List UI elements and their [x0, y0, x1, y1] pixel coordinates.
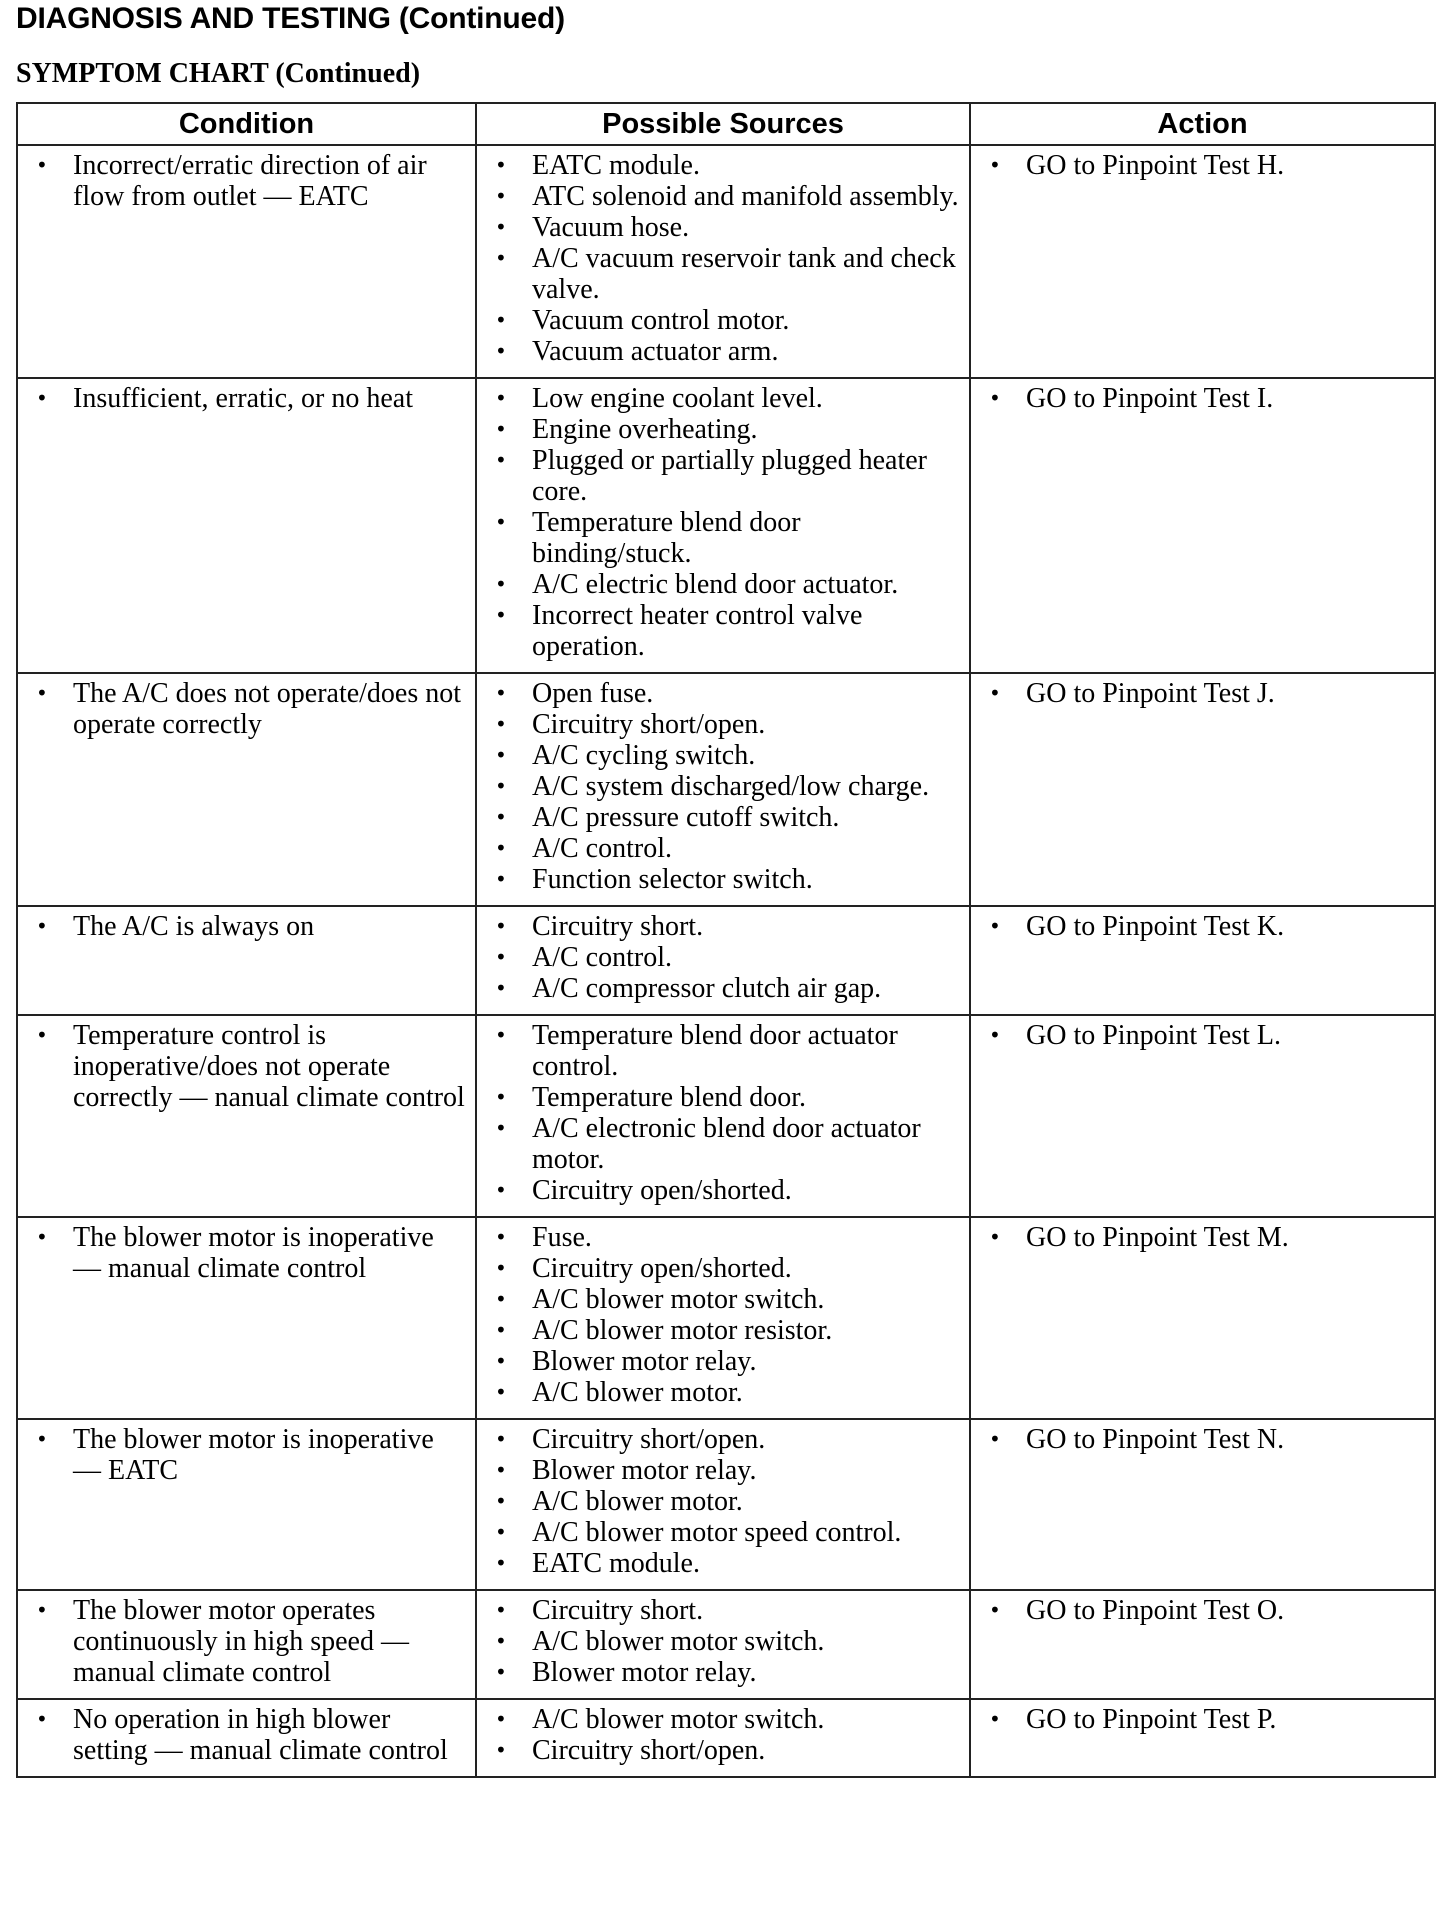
possible-source-item: • Incorrect heater control valve operation.	[485, 600, 961, 662]
action-cell	[970, 1217, 1435, 1419]
condition-text: • Temperature control is inoperative/does not operate correctly — nanual climate control	[26, 1020, 467, 1113]
column-header-possible-sources: Possible Sources	[476, 103, 970, 145]
action-text: • GO to Pinpoint Test H.	[979, 150, 1426, 181]
possible-source-item: • EATC module.	[485, 150, 961, 181]
symptom-chart-table	[16, 102, 1436, 1778]
bullet-list	[979, 678, 1426, 709]
possible-sources-cell	[476, 1015, 970, 1217]
action-text: • GO to Pinpoint Test N.	[979, 1424, 1426, 1455]
action-cell	[970, 1419, 1435, 1590]
action-cell	[970, 378, 1435, 673]
bullet-list	[979, 1222, 1426, 1253]
bullet-list	[26, 150, 467, 212]
bullet-list	[979, 1020, 1426, 1051]
condition-cell	[17, 1699, 476, 1777]
possible-source-item: • Temperature blend door actuator control.	[485, 1020, 961, 1082]
possible-source-item: • Vacuum actuator arm.	[485, 336, 961, 367]
table-row	[17, 1217, 1435, 1419]
bullet-list	[979, 1704, 1426, 1735]
bullet-list	[979, 1424, 1426, 1455]
possible-sources-cell	[476, 1590, 970, 1699]
condition-text: • Insufficient, erratic, or no heat	[26, 383, 467, 414]
possible-source-item: • A/C control.	[485, 833, 961, 864]
column-header-condition: Condition	[17, 103, 476, 145]
action-text: • GO to Pinpoint Test M.	[979, 1222, 1426, 1253]
condition-cell	[17, 906, 476, 1015]
possible-sources-cell	[476, 673, 970, 906]
possible-source-item: • Low engine coolant level.	[485, 383, 961, 414]
bullet-list	[485, 150, 961, 367]
condition-text: • The A/C does not operate/does not operate correctly	[26, 678, 467, 740]
possible-source-item: • A/C blower motor speed control.	[485, 1517, 961, 1548]
chart-heading: SYMPTOM CHART (Continued)	[16, 58, 421, 89]
table-body	[17, 145, 1435, 1777]
possible-source-item: • Open fuse.	[485, 678, 961, 709]
possible-source-item: • Circuitry short.	[485, 1595, 961, 1626]
possible-source-item: • Plugged or partially plugged heater core.	[485, 445, 961, 507]
bullet-list	[485, 383, 961, 662]
condition-cell	[17, 1590, 476, 1699]
possible-source-item: • Blower motor relay.	[485, 1455, 961, 1486]
bullet-list	[979, 383, 1426, 414]
possible-source-item: • Circuitry short/open.	[485, 1424, 961, 1455]
bullet-list	[485, 1222, 961, 1408]
bullet-list	[26, 1704, 467, 1766]
bullet-list	[485, 1020, 961, 1206]
bullet-list	[26, 1222, 467, 1284]
condition-text: • Incorrect/erratic direction of air flow from outlet — EATC	[26, 150, 467, 212]
bullet-list	[485, 678, 961, 895]
action-cell	[970, 1699, 1435, 1777]
possible-source-item: • A/C blower motor.	[485, 1486, 961, 1517]
table-row	[17, 906, 1435, 1015]
table-row	[17, 1015, 1435, 1217]
possible-source-item: • Blower motor relay.	[485, 1657, 961, 1688]
possible-source-item: • A/C compressor clutch air gap.	[485, 973, 961, 1004]
possible-source-item: • A/C blower motor switch.	[485, 1626, 961, 1657]
possible-source-item: • A/C vacuum reservoir tank and check valve.	[485, 243, 961, 305]
possible-source-item: • A/C blower motor switch.	[485, 1704, 961, 1735]
bullet-list	[26, 1424, 467, 1486]
action-text: • GO to Pinpoint Test L.	[979, 1020, 1426, 1051]
possible-source-item: • Circuitry open/shorted.	[485, 1175, 961, 1206]
possible-source-item: • Circuitry open/shorted.	[485, 1253, 961, 1284]
bullet-list	[485, 1704, 961, 1766]
table-row	[17, 1699, 1435, 1777]
possible-sources-cell	[476, 1419, 970, 1590]
possible-source-item: • EATC module.	[485, 1548, 961, 1579]
possible-source-item: • ATC solenoid and manifold assembly.	[485, 181, 961, 212]
bullet-list	[26, 678, 467, 740]
condition-cell	[17, 673, 476, 906]
possible-source-item: • A/C electronic blend door actuator motor.	[485, 1113, 961, 1175]
possible-source-item: • Vacuum control motor.	[485, 305, 961, 336]
page-heading: DIAGNOSIS AND TESTING (Continued)	[16, 2, 565, 35]
action-cell	[970, 673, 1435, 906]
possible-source-item: • Fuse.	[485, 1222, 961, 1253]
possible-sources-cell	[476, 378, 970, 673]
condition-text: • No operation in high blower setting — manual climate control	[26, 1704, 467, 1766]
bullet-list	[979, 1595, 1426, 1626]
possible-sources-cell	[476, 1699, 970, 1777]
action-cell	[970, 1590, 1435, 1699]
bullet-list	[979, 150, 1426, 181]
possible-sources-cell	[476, 145, 970, 378]
bullet-list	[26, 383, 467, 414]
condition-text: • The blower motor is inoperative — manual climate control	[26, 1222, 467, 1284]
bullet-list	[979, 911, 1426, 942]
action-cell	[970, 1015, 1435, 1217]
condition-cell	[17, 1217, 476, 1419]
table-row	[17, 673, 1435, 906]
condition-cell	[17, 1015, 476, 1217]
possible-source-item: • Temperature blend door binding/stuck.	[485, 507, 961, 569]
action-cell	[970, 145, 1435, 378]
possible-sources-cell	[476, 906, 970, 1015]
action-text: • GO to Pinpoint Test O.	[979, 1595, 1426, 1626]
bullet-list	[26, 911, 467, 942]
possible-source-item: • A/C blower motor resistor.	[485, 1315, 961, 1346]
possible-source-item: • A/C electric blend door actuator.	[485, 569, 961, 600]
action-text: • GO to Pinpoint Test P.	[979, 1704, 1426, 1735]
possible-source-item: • Circuitry short.	[485, 911, 961, 942]
action-text: • GO to Pinpoint Test K.	[979, 911, 1426, 942]
table-row	[17, 1590, 1435, 1699]
table-row	[17, 378, 1435, 673]
possible-sources-cell	[476, 1217, 970, 1419]
bullet-list	[26, 1020, 467, 1113]
table-row	[17, 145, 1435, 378]
condition-text: • The blower motor operates continuously in high speed — manual climate control	[26, 1595, 467, 1688]
bullet-list	[485, 1595, 961, 1688]
possible-source-item: • A/C pressure cutoff switch.	[485, 802, 961, 833]
possible-source-item: • Blower motor relay.	[485, 1346, 961, 1377]
table-row	[17, 1419, 1435, 1590]
table-header-row	[17, 103, 1435, 145]
bullet-list	[485, 1424, 961, 1579]
column-header-action: Action	[970, 103, 1435, 145]
condition-cell	[17, 145, 476, 378]
possible-source-item: • A/C blower motor.	[485, 1377, 961, 1408]
action-cell	[970, 906, 1435, 1015]
possible-source-item: • Circuitry short/open.	[485, 1735, 961, 1766]
condition-cell	[17, 378, 476, 673]
possible-source-item: • A/C control.	[485, 942, 961, 973]
possible-source-item: • A/C blower motor switch.	[485, 1284, 961, 1315]
bullet-list	[485, 911, 961, 1004]
action-text: • GO to Pinpoint Test I.	[979, 383, 1426, 414]
condition-text: • The blower motor is inoperative — EATC	[26, 1424, 467, 1486]
possible-source-item: • Engine overheating.	[485, 414, 961, 445]
bullet-list	[26, 1595, 467, 1688]
condition-text: • The A/C is always on	[26, 911, 467, 942]
possible-source-item: • Temperature blend door.	[485, 1082, 961, 1113]
possible-source-item: • Vacuum hose.	[485, 212, 961, 243]
possible-source-item: • A/C cycling switch.	[485, 740, 961, 771]
condition-cell	[17, 1419, 476, 1590]
possible-source-item: • Function selector switch.	[485, 864, 961, 895]
possible-source-item: • A/C system discharged/low charge.	[485, 771, 961, 802]
possible-source-item: • Circuitry short/open.	[485, 709, 961, 740]
action-text: • GO to Pinpoint Test J.	[979, 678, 1426, 709]
